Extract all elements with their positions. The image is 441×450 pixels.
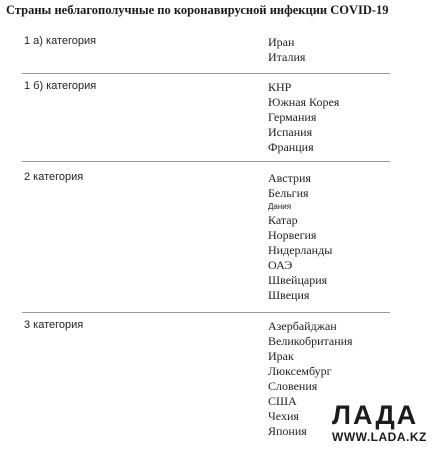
category-label: 1 а) категория bbox=[24, 35, 97, 47]
category-label: 3 категория bbox=[24, 319, 84, 331]
country-item: США bbox=[268, 394, 297, 408]
watermark bbox=[328, 400, 438, 448]
country-item: Швеция bbox=[268, 288, 310, 302]
country-item: Нидерланды bbox=[268, 243, 333, 257]
divider bbox=[22, 161, 390, 162]
page-title: Страны неблагополучные по коронавирусной инфекции COVID-19 bbox=[6, 3, 389, 17]
country-item: Швейцария bbox=[268, 273, 328, 287]
country-item: Катар bbox=[268, 213, 298, 227]
country-item: Великобритания bbox=[268, 334, 353, 348]
country-item: Норвегия bbox=[268, 228, 317, 242]
country-list bbox=[268, 80, 339, 155]
country-item: Испания bbox=[268, 125, 313, 139]
country-list bbox=[268, 35, 305, 65]
country-item: Ирак bbox=[268, 349, 294, 363]
country-item: Бельгия bbox=[268, 186, 309, 200]
country-item: Южная Корея bbox=[268, 95, 340, 109]
country-item: Австрия bbox=[268, 171, 311, 185]
watermark-logo: ЛАДА bbox=[332, 400, 419, 430]
divider bbox=[22, 312, 390, 313]
country-item: Франция bbox=[268, 140, 314, 154]
country-item: Япония bbox=[268, 424, 307, 438]
country-item: Азербайджан bbox=[268, 319, 337, 333]
country-item: Словения bbox=[268, 379, 318, 393]
divider bbox=[22, 73, 390, 74]
country-item: КНР bbox=[268, 80, 292, 94]
country-item: Иран bbox=[268, 35, 295, 49]
country-item: Чехия bbox=[268, 409, 299, 423]
country-item: Люксембург bbox=[268, 364, 332, 378]
category-label: 2 категория bbox=[24, 171, 84, 183]
country-item: Дания bbox=[268, 202, 292, 211]
country-item: ОАЭ bbox=[268, 258, 293, 272]
watermark-url: WWW.LADA.KZ bbox=[332, 430, 427, 444]
country-item: Италия bbox=[268, 50, 306, 64]
category-label: 1 б) категория bbox=[24, 80, 97, 92]
country-list bbox=[268, 171, 332, 303]
country-item: Германия bbox=[268, 110, 317, 124]
